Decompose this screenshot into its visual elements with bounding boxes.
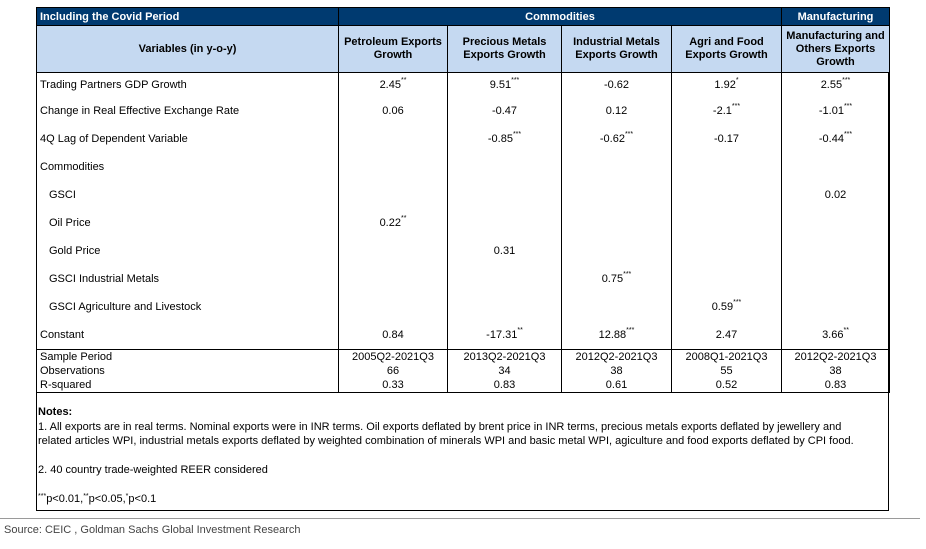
cell-c3: [562, 265, 672, 293]
commodities-group-header: Commodities: [339, 8, 782, 26]
cell-c2: [448, 293, 562, 321]
table-row: [37, 125, 890, 153]
cell-c5: [782, 125, 890, 153]
table-row: [37, 209, 890, 237]
significance-stars: ***: [843, 131, 853, 138]
cell-c3: [562, 125, 672, 153]
cell-c1: [339, 321, 448, 350]
coefficient-value: 0.59: [711, 301, 734, 313]
cell-c1: [339, 181, 448, 209]
significance-stars: **: [517, 327, 523, 334]
note-1-line-2: related articles WPI, industrial metals exports deflated by weighted combination of minerals WPI and basic metal WPI, agiculture and food exports deflated by CPI food.: [38, 435, 854, 447]
row-label: GSCI Industrial Metals: [37, 265, 339, 293]
cell-c4: [672, 237, 782, 265]
cell-c2: [448, 153, 562, 181]
statistics-rows: [37, 350, 890, 393]
cell-c4: [672, 265, 782, 293]
cell-c2: [448, 97, 562, 125]
coefficient-value: 0.84: [382, 329, 404, 341]
table-row: [37, 73, 890, 98]
table-row: [37, 265, 890, 293]
coefficient-value: -0.17: [713, 133, 740, 145]
coefficient-value: 3.66: [822, 329, 844, 341]
cell-c4: [672, 73, 782, 98]
cell-c1: [339, 153, 448, 181]
sig-text-2: p<0.05,: [88, 493, 126, 505]
col-header-industrial-metals: Industrial Metals Exports Growth: [562, 26, 672, 73]
stat-value: 2005Q2-2021Q3: [339, 350, 448, 365]
stat-value: 0.83: [782, 378, 890, 393]
cell-c5: [782, 209, 890, 237]
stat-row: [37, 350, 890, 365]
coefficient-value: 0.02: [824, 189, 847, 201]
col-header-petroleum: Petroleum Exports Growth: [339, 26, 448, 73]
period-label: Including the Covid Period: [37, 8, 339, 26]
cell-c3: [562, 153, 672, 181]
coefficient-value: 2.55: [820, 79, 843, 91]
significance-stars: ***: [626, 327, 635, 334]
cell-c4: [672, 97, 782, 125]
significance-stars: **: [400, 77, 407, 84]
row-label: Gold Price: [37, 237, 339, 265]
table-row: [37, 97, 890, 125]
stat-value: 0.52: [672, 378, 782, 393]
row-label: Constant: [37, 321, 339, 350]
coefficient-value: -0.47: [491, 105, 518, 117]
manufacturing-group-header: Manufacturing: [782, 8, 890, 26]
cell-c3: [562, 209, 672, 237]
stat-value: 38: [782, 364, 890, 378]
notes-title: Notes:: [38, 406, 73, 418]
table-row: [37, 293, 890, 321]
sig-text-3: p<0.1: [128, 493, 157, 505]
cell-c5: [782, 153, 890, 181]
significance-stars: ***: [733, 299, 742, 306]
cell-c2: [448, 209, 562, 237]
sig-stars-2: **: [83, 493, 89, 500]
stat-row: [37, 378, 890, 393]
row-label: GSCI Agriculture and Livestock: [37, 293, 339, 321]
note-1-line-1: 1. All exports are in real terms. Nominal exports were in INR terms. Oil exports deflated by brent price in INR terms, precious metals exports deflated by jewellery and: [38, 421, 842, 433]
significance-stars: ***: [731, 103, 741, 110]
cell-c3: [562, 237, 672, 265]
coefficient-value: -1.01: [818, 105, 844, 117]
coefficient-value: -2.1: [712, 105, 732, 117]
cell-c1: [339, 293, 448, 321]
cell-c4: [672, 125, 782, 153]
coefficient-value: -0.85: [487, 133, 513, 145]
stat-value: 2008Q1-2021Q3: [672, 350, 782, 365]
stat-value: 38: [562, 364, 672, 378]
stat-value: 0.83: [448, 378, 562, 393]
significance-stars: *: [735, 77, 739, 84]
cell-c4: [672, 153, 782, 181]
footer-divider: [0, 518, 920, 519]
cell-c5: [782, 181, 890, 209]
variables-header: Variables (in y-o-y): [37, 26, 339, 73]
cell-c5: [782, 293, 890, 321]
stat-value: 34: [448, 364, 562, 378]
col-header-agri-food: Agri and Food Exports Growth: [672, 26, 782, 73]
stat-value: 66: [339, 364, 448, 378]
row-label: GSCI: [37, 181, 339, 209]
cell-c1: [339, 73, 448, 98]
header-row-columns: [37, 26, 890, 73]
sig-stars-1: ***: [38, 493, 47, 500]
stat-value: 2012Q2-2021Q3: [562, 350, 672, 365]
cell-c4: [672, 321, 782, 350]
cell-c2: [448, 73, 562, 98]
table-row: [37, 321, 890, 350]
cell-c1: [339, 265, 448, 293]
coefficient-value: 12.88: [598, 329, 627, 341]
cell-c3: [562, 181, 672, 209]
coefficient-value: 0.75: [601, 273, 624, 285]
note-1: [38, 420, 889, 448]
stat-label: Observations: [37, 364, 339, 378]
cell-c1: [339, 237, 448, 265]
coefficient-value: 9.51: [489, 79, 512, 91]
row-label: Oil Price: [37, 209, 339, 237]
stat-value: 2012Q2-2021Q3: [782, 350, 890, 365]
row-label: Trading Partners GDP Growth: [37, 73, 339, 98]
cell-c4: [672, 209, 782, 237]
significance-stars: ***: [624, 131, 634, 138]
coefficient-value: 0.12: [605, 105, 628, 117]
regression-table: [36, 7, 890, 393]
stat-value: 0.61: [562, 378, 672, 393]
cell-c3: [562, 97, 672, 125]
col-header-manufacturing: Manufacturing and Others Exports Growth: [782, 26, 890, 73]
stat-value: 55: [672, 364, 782, 378]
col-header-precious-metals: Precious Metals Exports Growth: [448, 26, 562, 73]
coefficient-value: 2.47: [715, 329, 738, 341]
stat-value: 0.33: [339, 378, 448, 393]
cell-c5: [782, 265, 890, 293]
cell-c5: [782, 73, 890, 98]
sig-text-1: p<0.01,: [46, 493, 84, 505]
cell-c2: [448, 321, 562, 350]
cell-c4: [672, 293, 782, 321]
cell-c1: [339, 125, 448, 153]
significance-stars: ***: [842, 77, 851, 84]
table-row: [37, 153, 890, 181]
cell-c2: [448, 237, 562, 265]
notes-section: [36, 405, 889, 506]
stat-value: 2013Q2-2021Q3: [448, 350, 562, 365]
cell-c3: [562, 293, 672, 321]
coefficient-value: 0.22: [379, 217, 401, 229]
source-line: Source: CEIC , Goldman Sachs Global Investment Research: [4, 524, 301, 536]
significance-stars: ***: [512, 131, 522, 138]
cell-c3: [562, 73, 672, 98]
coefficient-value: 1.92: [714, 79, 736, 91]
cell-c2: [448, 181, 562, 209]
row-label: 4Q Lag of Dependent Variable: [37, 125, 339, 153]
note-2: 2. 40 country trade-weighted REER considered: [38, 464, 268, 476]
significance-stars: ***: [623, 271, 632, 278]
row-label: Change in Real Effective Exchange Rate: [37, 97, 339, 125]
coefficient-value: 0.31: [493, 245, 516, 257]
coefficient-value: -0.44: [818, 133, 844, 145]
coefficient-value: -0.62: [603, 79, 630, 91]
coefficient-rows: [37, 73, 890, 350]
cell-c5: [782, 97, 890, 125]
coefficient-value: -0.62: [599, 133, 625, 145]
stat-label: Sample Period: [37, 350, 339, 365]
table-row: [37, 237, 890, 265]
significance-stars: ***: [511, 77, 520, 84]
stat-row: [37, 364, 890, 378]
cell-c2: [448, 265, 562, 293]
cell-c1: [339, 209, 448, 237]
row-label: Commodities: [37, 153, 339, 181]
significance-stars: **: [843, 327, 849, 334]
sig-stars-3: *: [125, 493, 129, 500]
coefficient-value: 2.45: [379, 79, 401, 91]
table-row: [37, 181, 890, 209]
cell-c1: [339, 97, 448, 125]
cell-c3: [562, 321, 672, 350]
coefficient-value: 0.06: [382, 105, 404, 117]
significance-stars: ***: [843, 103, 853, 110]
stat-label: R-squared: [37, 378, 339, 393]
cell-c4: [672, 181, 782, 209]
header-row-top: [37, 8, 890, 26]
coefficient-value: -17.31: [486, 329, 518, 341]
cell-c5: [782, 321, 890, 350]
cell-c5: [782, 237, 890, 265]
cell-c2: [448, 125, 562, 153]
significance-legend: [38, 492, 889, 506]
significance-stars: **: [400, 215, 407, 222]
